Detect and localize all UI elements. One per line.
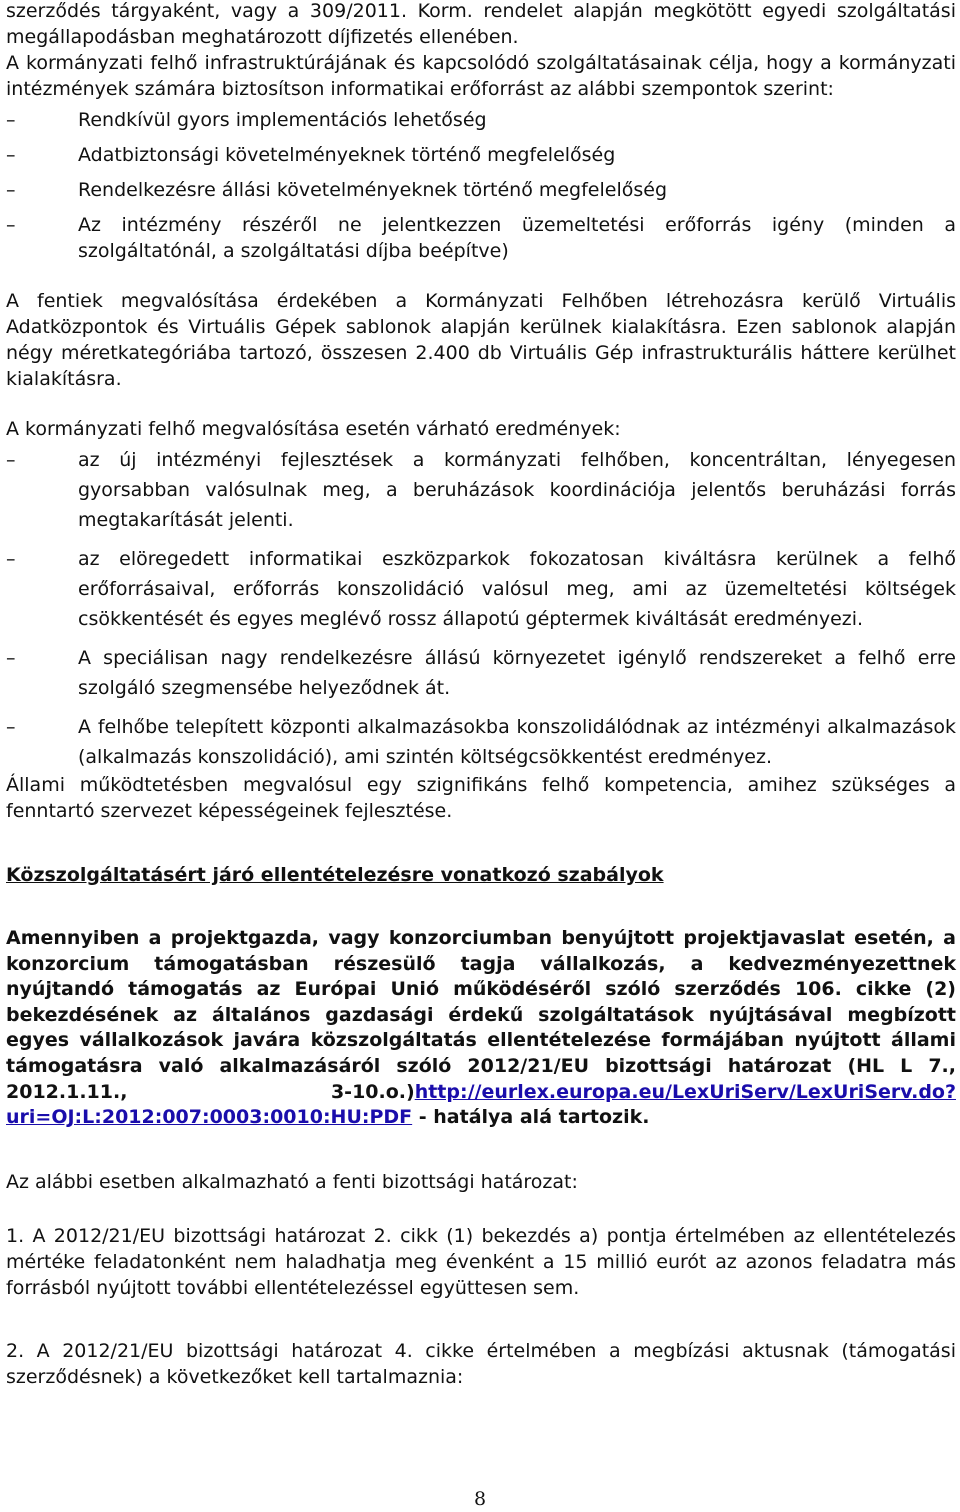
regulation-text: Amennyiben a projektgazda, vagy konzorciumban benyújtott projektjavaslat esetén, a konzorcium támogatásban részesülő tagja vállalkozás, a kedvezményezettnek nyújtandó támogatás az Európai Unió működéséről szóló szerződés 106. cikke (2) bekezdésének az általános gazdasági érdekű szolgáltatások nyújtásával megbízott egyes vállalkozások javára közszolgáltatás ellentételezése formájában nyújtott állami támogatásra való alkalmazásáról szóló 2012/21/EU bizottsági határozat (HL L 7., 2012.1.11., 3-10.o.): [6, 927, 956, 1103]
list-item: [6, 445, 956, 535]
list-item-text: Az intézmény részéről ne jelentkezzen üzemeltetési erőforrás igény (minden a szolgáltatónál, a szolgáltatási díjba beépítve): [78, 214, 956, 262]
list-item: [6, 712, 956, 772]
applicability-intro: Az alábbi esetben alkalmazható a fenti bizottsági határozat:: [6, 1170, 578, 1193]
dash-bullet: –: [6, 109, 16, 131]
dash-bullet: –: [6, 179, 16, 201]
dash-bullet: –: [6, 716, 16, 738]
virtual-datacenter-paragraph: A fentiek megvalósítása érdekében a Kormányzati Felhőben létrehozásra kerülő Virtuális Adatközpontok és Virtuális Gépek sablonok alapján kerülnek kialakításra. Ezen sablonok alapján négy méretkategóriába tartozó, összesen 2.400 db Virtuális Gép infrastrukturális háttere kerülhet kialakításra.: [6, 290, 956, 390]
eurlex-link[interactable]: http://eurlex.europa.eu/LexUriServ/LexUriServ.do?uri=OJ:L:2012:007:0003:0010:HU:PDF: [6, 1080, 956, 1129]
continuation-paragraph: szerződés tárgyaként, vagy a 309/2011. Korm. rendelet alapján megkötött egyedi szolgáltatási megállapodásban meghatározott díjfizetés ellenében.: [6, 0, 956, 48]
list-item-text: Adatbiztonsági követelményeknek történő megfelelőség: [78, 144, 616, 166]
regulation-paragraph: [6, 926, 956, 1131]
document-page: [6, 0, 956, 1390]
criteria-list: [6, 107, 956, 264]
list-item-text: Rendkívül gyors implementációs lehetőség: [78, 109, 487, 131]
list-item-text: Rendelkezésre állási követelményeknek történő megfelelőség: [78, 179, 668, 201]
list-item: [6, 107, 956, 133]
list-item-text: A felhőbe telepített központi alkalmazásokba konszolidálódnak az intézményi alkalmazások (alkalmazás konszolidáció), ami szintén költségcsökkentést eredményez.: [78, 716, 956, 768]
list-item-text: A speciálisan nagy rendelkezésre állású környezetet igénylő rendszereket a felhő erre szolgáló szegmensébe helyeződnek át.: [78, 647, 956, 699]
list-item: [6, 544, 956, 634]
list-item: [6, 212, 956, 264]
list-item-text: az új intézményi fejlesztések a kormányzati felhőben, koncentráltan, lényegesen gyorsabban valósulnak meg, a beruházások koordinációja jelentős beruházási forrás megtakarítását jelenti.: [78, 449, 956, 531]
numbered-point-2: 2. A 2012/21/EU bizottsági határozat 4. cikke értelmében a megbízási aktusnak (támogatási szerződésnek) a következőket kell tartalmaznia:: [6, 1339, 956, 1388]
list-item: [6, 643, 956, 703]
expected-results-intro: A kormányzati felhő megvalósítása esetén várható eredmények:: [6, 418, 621, 440]
list-item: [6, 177, 956, 203]
results-list: [6, 445, 956, 772]
dash-bullet: –: [6, 647, 16, 669]
section-heading: Közszolgáltatásért járó ellentételezésre vonatkozó szabályok: [6, 864, 664, 886]
list-item: [6, 142, 956, 168]
dash-bullet: –: [6, 449, 16, 471]
regulation-tail: - hatálya alá tartozik.: [412, 1106, 650, 1129]
dash-bullet: –: [6, 214, 16, 236]
list-item-text: az elöregedett informatikai eszközparkok fokozatosan kiváltásra kerülnek a felhő erőforrásaival, erőforrás konszolidáció valósul meg, ami az üzemeltetési költségek csökkentését és egyes meglévő rossz állapotú géptermek kiváltását eredményezi.: [78, 548, 956, 630]
dash-bullet: –: [6, 548, 16, 570]
state-operation-paragraph: Állami működtetésben megvalósul egy szignifikáns felhő kompetencia, amihez szükséges a fenntartó szervezet képességeinek fejlesztése.: [6, 774, 956, 822]
dash-bullet: –: [6, 144, 16, 166]
page-number: 8: [473, 1488, 487, 1510]
cloud-goal-paragraph: A kormányzati felhő infrastruktúrájának és kapcsolódó szolgáltatásainak célja, hogy a kormányzati intézmények számára biztosítson informatikai erőforrást az alábbi szempontok szerint:: [6, 52, 956, 100]
numbered-point-1: 1. A 2012/21/EU bizottsági határozat 2. cikk (1) bekezdés a) pontja értelmében az ellentételezés mértéke feladatonként nem haladhatja meg évenként a 15 millió eurót az azonos feladatra más forrásból nyújtott további ellentételezéssel együttesen sem.: [6, 1224, 956, 1299]
